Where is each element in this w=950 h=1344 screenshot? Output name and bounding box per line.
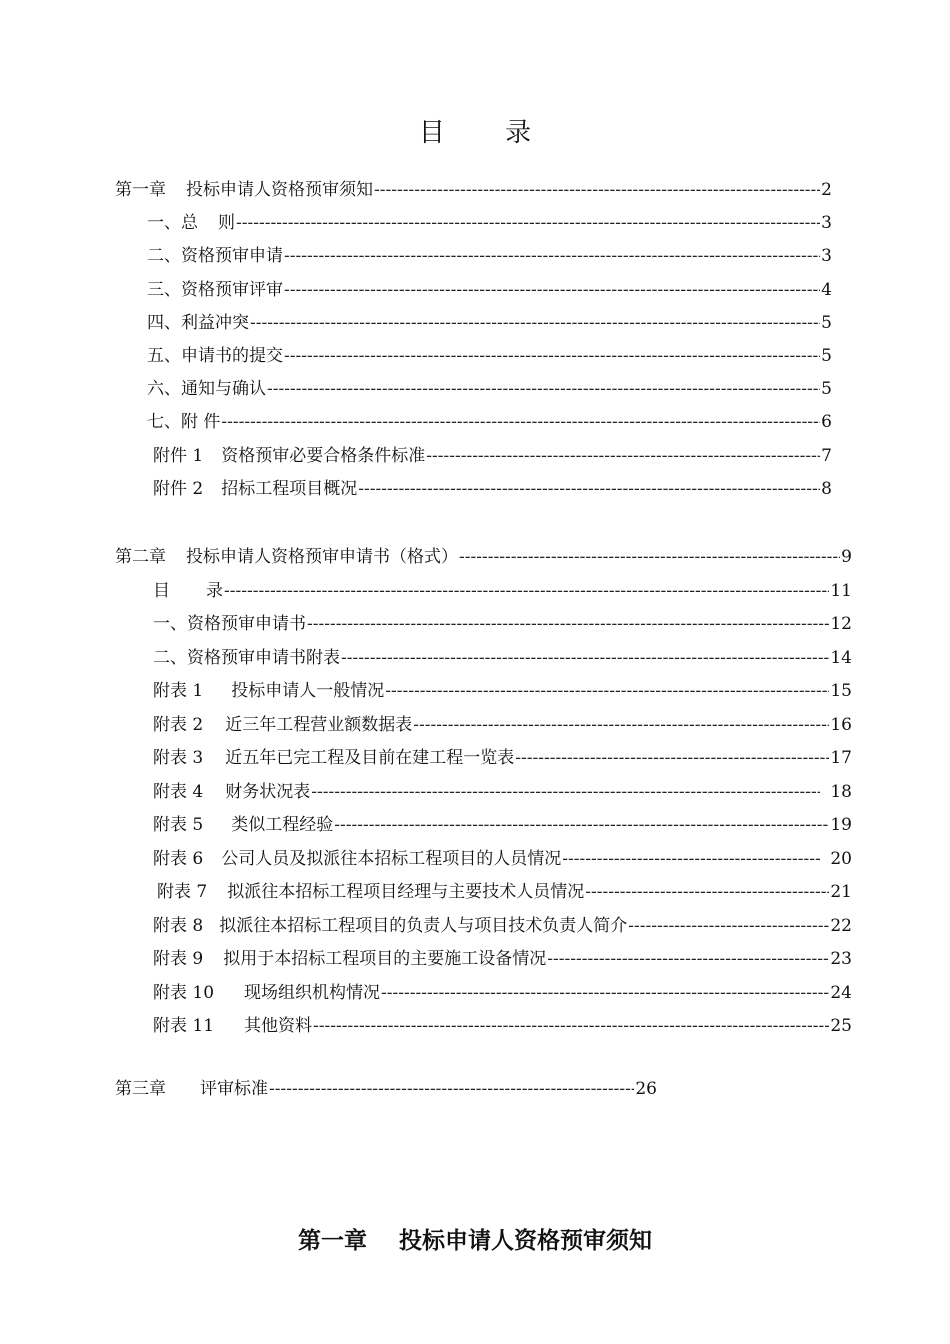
toc-entry-text: 一、资格预审申请书 (153, 614, 306, 634)
toc-page-number: 5 (821, 346, 832, 366)
toc-entry-table-3[interactable] (153, 743, 852, 771)
toc-leader (311, 782, 820, 802)
toc-leader (374, 180, 820, 200)
toc-entry-label: 第一章 (115, 180, 166, 200)
toc-entry-text: 四、利益冲突 (147, 313, 249, 333)
toc-entry-text: 近三年工程营业额数据表 (225, 715, 413, 735)
toc-entry-conflict[interactable] (147, 308, 832, 336)
toc-entry-text: 其他资料 (244, 1016, 313, 1036)
toc-entry-label: 附表 9 (153, 949, 204, 969)
toc-entry-label: 附表 7 (157, 882, 208, 902)
toc-leader (269, 1079, 634, 1099)
toc-entry-label: 附表 5 (153, 815, 204, 835)
toc-entry-attachments[interactable] (147, 407, 832, 435)
toc-page-number: 6 (821, 412, 832, 432)
toc-page-number: 11 (830, 581, 852, 601)
toc-leader (341, 648, 829, 668)
toc-page-number: 2 (821, 180, 832, 200)
toc-entry-text: 拟派往本招标工程项目经理与主要技术人员情况 (227, 882, 585, 902)
toc-entry-label: 第三章 (115, 1079, 166, 1099)
toc-entry-review[interactable] (147, 275, 832, 303)
toc-page-number: 4 (821, 280, 832, 300)
toc-page-number: 25 (830, 1016, 852, 1036)
toc-entry-text: 六、通知与确认 (147, 379, 266, 399)
toc-page-number: 9 (841, 547, 852, 567)
toc-leader (385, 681, 829, 701)
toc-entry-table-5[interactable] (153, 810, 852, 838)
toc-leader (426, 446, 820, 466)
toc-entry-text: 投标申请人资格预审申请书（格式） (186, 547, 458, 567)
toc-entry-text: 拟用于本招标工程项目的主要施工设备情况 (223, 949, 547, 969)
toc-entry-chapter-1[interactable] (115, 175, 832, 203)
toc-entry-contents[interactable] (153, 576, 852, 604)
toc-entry-table-4[interactable] (153, 777, 852, 805)
toc-entry-text: 三、资格预审评审 (147, 280, 283, 300)
toc-entry-label: 附表 3 (153, 748, 204, 768)
toc-leader (313, 1016, 829, 1036)
toc-page-number: 26 (635, 1079, 657, 1099)
toc-entry-label: 附表 11 (153, 1016, 215, 1036)
toc-entry-text: 现场组织机构情况 (244, 983, 381, 1003)
toc-entry-text: 投标申请人资格预审须知 (186, 180, 373, 200)
toc-title: 目 录 (418, 118, 558, 148)
toc-entry-text: 资格预审必要合格条件标准 (221, 446, 426, 466)
toc-entry-text: 拟派往本招标工程项目的负责人与项目技术负责人简介 (219, 916, 628, 936)
toc-entry-text: 七、附 件 (147, 412, 221, 432)
toc-entry-table-9[interactable] (153, 944, 852, 972)
toc-page-number: 21 (830, 882, 852, 902)
toc-entry-table-6[interactable] (153, 844, 852, 872)
toc-page-number: 20 (830, 849, 852, 869)
toc-page-number: 16 (830, 715, 852, 735)
toc-leader (284, 246, 820, 266)
toc-entry-attachment-2[interactable] (153, 474, 832, 502)
toc-leader (628, 916, 829, 936)
toc-page-number: 5 (821, 379, 832, 399)
toc-page-number: 5 (821, 313, 832, 333)
toc-entry-text: 投标申请人一般情况 (231, 681, 385, 701)
toc-leader (267, 379, 820, 399)
toc-leader (562, 849, 820, 869)
toc-entry-label: 附件 1 (153, 446, 204, 466)
toc-page-number: 22 (830, 916, 852, 936)
toc-leader (413, 715, 829, 735)
toc-entry-text: 公司人员及拟派往本招标工程项目的人员情况 (221, 849, 562, 869)
toc-page-number: 17 (830, 748, 852, 768)
toc-leader (307, 614, 829, 634)
toc-leader (221, 412, 820, 432)
toc-entry-table-1[interactable] (153, 676, 852, 704)
toc-leader (381, 983, 829, 1003)
toc-leader (459, 547, 840, 567)
toc-entry-label: 附表 8 (153, 916, 204, 936)
toc-entry-text: 评审标准 (200, 1079, 268, 1099)
toc-entry-application-form[interactable] (153, 609, 852, 637)
toc-entry-table-8[interactable] (153, 911, 852, 939)
toc-entry-label: 附表 1 (153, 681, 204, 701)
toc-page-number: 24 (830, 983, 852, 1003)
toc-page-number: 8 (821, 479, 832, 499)
toc-page-number: 18 (830, 782, 852, 802)
toc-entry-text: 近五年已完工程及目前在建工程一览表 (225, 748, 515, 768)
toc-entry-table-11[interactable] (153, 1011, 852, 1039)
toc-entry-label: 附件 2 (153, 479, 204, 499)
toc-entry-label: 第二章 (115, 547, 166, 567)
toc-entry-text: 录 (206, 581, 223, 601)
toc-page-number: 12 (830, 614, 852, 634)
chapter-heading: 第一章 投标申请人资格预审须知 (297, 1228, 653, 1254)
toc-entry-text: 招标工程项目概况 (221, 479, 358, 499)
toc-entry-label: 附表 6 (153, 849, 204, 869)
toc-page-number: 23 (830, 949, 852, 969)
toc-entry-table-2[interactable] (153, 710, 852, 738)
toc-leader (236, 213, 820, 233)
toc-entry-label: 目 (153, 581, 170, 601)
toc-entry-table-7[interactable] (157, 877, 852, 905)
toc-entry-application-tables[interactable] (153, 643, 852, 671)
toc-leader (334, 815, 829, 835)
toc-page-number: 15 (830, 681, 852, 701)
toc-entry-application[interactable] (147, 241, 832, 269)
toc-page-number: 14 (830, 648, 852, 668)
toc-entry-submission[interactable] (147, 341, 832, 369)
toc-entry-text: 五、申请书的提交 (147, 346, 283, 366)
toc-entry-label: 附表 10 (153, 983, 215, 1003)
toc-page-number: 7 (821, 446, 832, 466)
toc-page-number: 3 (821, 213, 832, 233)
toc-entry-text: 二、资格预审申请书附表 (153, 648, 340, 668)
toc-entry-text: 二、资格预审申请 (147, 246, 283, 266)
toc-page-number: 19 (830, 815, 852, 835)
toc-entry-label: 一、总 (147, 213, 198, 233)
toc-leader (250, 313, 820, 333)
toc-entry-table-10[interactable] (153, 978, 852, 1006)
toc-entry-general[interactable] (147, 208, 832, 236)
toc-leader (547, 949, 829, 969)
toc-entry-label: 附表 2 (153, 715, 204, 735)
toc-entry-text: 财务状况表 (225, 782, 311, 802)
toc-page-number: 3 (821, 246, 832, 266)
toc-entry-label: 附表 4 (153, 782, 204, 802)
toc-entry-notice[interactable] (147, 374, 832, 402)
toc-leader (585, 882, 829, 902)
toc-leader (224, 581, 829, 601)
toc-leader (358, 479, 820, 499)
toc-leader (284, 280, 820, 300)
toc-entry-attachment-1[interactable] (153, 441, 832, 469)
toc-entry-chapter-2[interactable] (115, 542, 852, 570)
toc-leader (284, 346, 820, 366)
toc-entry-text: 则 (218, 213, 235, 233)
toc-entry-chapter-3[interactable] (115, 1074, 657, 1102)
toc-entry-text: 类似工程经验 (231, 815, 334, 835)
toc-leader (515, 748, 829, 768)
